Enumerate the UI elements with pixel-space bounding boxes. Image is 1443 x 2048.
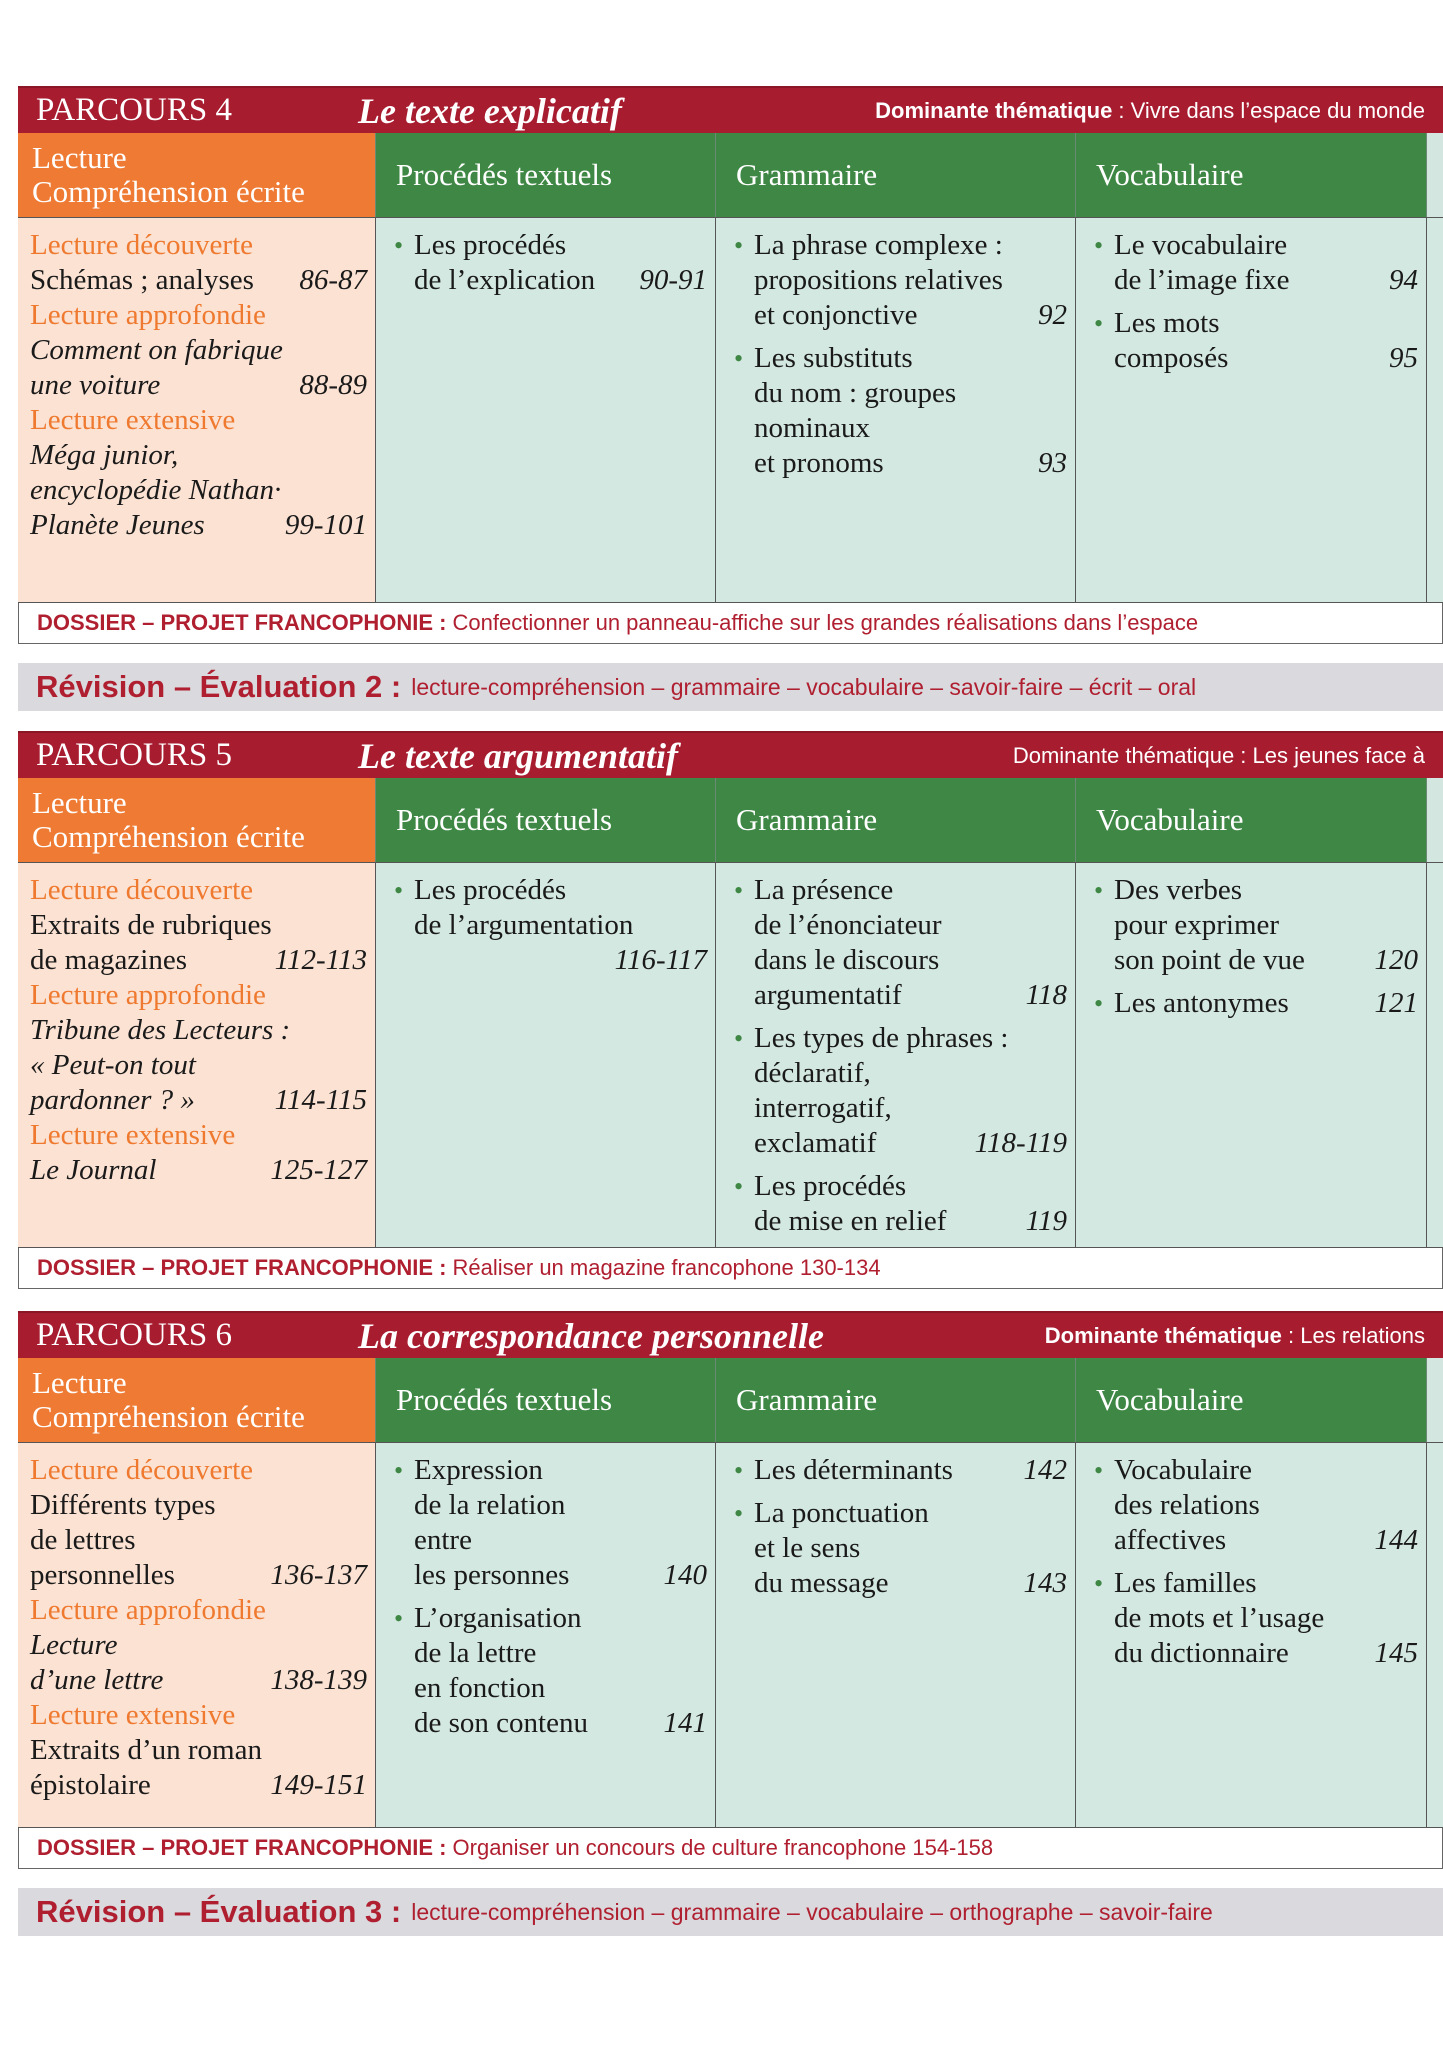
dossier-label: DOSSIER – PROJET FRANCOPHONIE : [37, 610, 447, 635]
reading-label: Lecture approfondie [30, 1594, 266, 1626]
theme-value: Les relations [1300, 1322, 1425, 1348]
page-number: 145 [1374, 1637, 1418, 1669]
item-line [414, 1523, 707, 1558]
page-number: 118-119 [974, 1127, 1067, 1159]
list-item [730, 1496, 1067, 1601]
item-line [754, 1056, 1067, 1091]
item-line [754, 1021, 1067, 1056]
list-item [730, 1021, 1067, 1161]
reading-label: Lecture approfondie [30, 979, 266, 1011]
reading-text: Lecture [30, 1629, 118, 1661]
item-line [754, 1453, 1067, 1488]
list-item [1090, 873, 1418, 978]
item-text: propositions relatives [754, 264, 1003, 296]
item-line [1114, 1636, 1418, 1671]
column-vocabulaire [1076, 218, 1427, 602]
dossier-label: DOSSIER – PROJET FRANCOPHONIE : [37, 1835, 447, 1860]
item-text: entre [414, 1524, 472, 1556]
column-header-edge [1427, 1358, 1443, 1442]
header-line: Lecture [32, 1365, 127, 1400]
item-text: • Les procédés [754, 1170, 907, 1202]
item-text: • Les types de phrases : [754, 1022, 1009, 1054]
column-headers [18, 1358, 1443, 1442]
item-line [414, 1558, 707, 1593]
item-text: et le sens [754, 1532, 861, 1564]
item-text: de l’explication [414, 264, 596, 296]
revision-title: Révision – Évaluation 2 : [36, 669, 402, 704]
column-vocabulaire [1076, 1443, 1427, 1827]
reading-text: Extraits de rubriques [30, 909, 272, 941]
reading-label: Lecture approfondie [30, 299, 266, 331]
parcours-section [18, 1311, 1443, 1869]
parcours-header [18, 1311, 1443, 1358]
page-number: 116-117 [614, 944, 707, 976]
column-header-lecture [18, 1358, 376, 1442]
item-line [414, 1706, 707, 1741]
reading-line [30, 1628, 367, 1663]
list-item [390, 1601, 707, 1741]
theme-label: Dominante thématique [875, 97, 1113, 123]
item-text: du nom : groupes [754, 377, 957, 409]
dossier-projet [18, 1248, 1443, 1289]
item-line [1114, 873, 1418, 908]
page-number: 92 [1038, 299, 1067, 331]
reading-line [30, 908, 367, 943]
theme-sep: : [1234, 742, 1253, 768]
item-line [754, 228, 1067, 263]
item-line [754, 263, 1067, 298]
page-number: 125-127 [270, 1154, 367, 1186]
item-text: • Expression [414, 1454, 543, 1486]
column-header-procedes: Procédés textuels [376, 1358, 716, 1442]
column-header-lecture [18, 133, 376, 217]
page-number: 112-113 [274, 944, 367, 976]
column-procedes [376, 863, 716, 1247]
item-line [754, 1126, 1067, 1161]
item-text: argumentatif [754, 979, 902, 1011]
item-text: et pronoms [754, 447, 884, 479]
item-line [754, 376, 1067, 411]
header-line: Compréhension écrite [32, 174, 305, 209]
item-line [1114, 1488, 1418, 1523]
item-text: et conjonctive [754, 299, 918, 331]
item-text: de l’image fixe [1114, 264, 1290, 296]
page-number: 93 [1038, 447, 1067, 479]
reading-line [30, 1663, 367, 1698]
theme-value: Les jeunes face à [1252, 742, 1425, 768]
item-text: les personnes [414, 1559, 570, 1591]
list-item [730, 228, 1067, 333]
item-text: du dictionnaire [1114, 1637, 1289, 1669]
reading-line [30, 1733, 367, 1768]
reading-text: pardonner ? » [30, 1084, 195, 1116]
page-number: 143 [1023, 1567, 1067, 1599]
item-line [414, 1636, 707, 1671]
column-header-procedes: Procédés textuels [376, 778, 716, 862]
item-text: des relations [1114, 1489, 1260, 1521]
column-header-lecture [18, 778, 376, 862]
header-line: Lecture [32, 140, 127, 175]
reading-label: Lecture découverte [30, 874, 253, 906]
header-line: Compréhension écrite [32, 819, 305, 854]
item-text: dans le discours [754, 944, 940, 976]
item-text: • La phrase complexe : [754, 229, 1003, 261]
reading-label: Lecture extensive [30, 1699, 236, 1731]
item-text: • Les déterminants [754, 1454, 953, 1486]
item-line [414, 1601, 707, 1636]
item-line [754, 1566, 1067, 1601]
item-text: • L’organisation [414, 1602, 582, 1634]
page-number: 88-89 [299, 369, 367, 401]
reading-line [30, 943, 367, 978]
dossier-text: Organiser un concours de culture francophone 154-158 [452, 1835, 994, 1860]
item-line [1114, 908, 1418, 943]
list-item [1090, 306, 1418, 376]
page-number: 138-139 [270, 1664, 367, 1696]
revision-evaluation-bar [18, 663, 1443, 711]
header-line: Lecture [32, 785, 127, 820]
item-line [754, 446, 1067, 481]
column-edge [1427, 863, 1443, 1247]
column-header-edge [1427, 778, 1443, 862]
column-edge [1427, 1443, 1443, 1827]
header-line: Compréhension écrite [32, 1399, 305, 1434]
item-text: pour exprimer [1114, 909, 1280, 941]
column-header-procedes: Procédés textuels [376, 133, 716, 217]
column-header-vocabulaire: Vocabulaire [1076, 133, 1427, 217]
item-text: • Les procédés [414, 229, 567, 261]
item-text: affectives [1114, 1524, 1227, 1556]
reading-text: Extraits d’un roman [30, 1734, 262, 1766]
list-item [1090, 1453, 1418, 1558]
item-text: son point de vue [1114, 944, 1305, 976]
reading-line [30, 508, 367, 543]
item-text: du message [754, 1567, 889, 1599]
item-line [754, 298, 1067, 333]
parcours-title: Le texte argumentatif [358, 735, 678, 776]
revision-items: lecture-compréhension – grammaire – vocabulaire – savoir-faire – écrit – oral [411, 673, 1197, 700]
parcours-title: La correspondance personnelle [358, 1315, 824, 1356]
column-lecture [18, 1443, 376, 1827]
theme-value: Vivre dans l’espace du monde [1130, 97, 1425, 123]
page-number: 136-137 [270, 1559, 367, 1591]
parcours-body [18, 217, 1443, 603]
list-item [390, 1453, 707, 1593]
list-item [1090, 986, 1418, 1021]
item-text: déclaratif, [754, 1057, 871, 1089]
item-text: • Les mots [1114, 307, 1220, 339]
item-line [1114, 263, 1418, 298]
reading-line [30, 1768, 367, 1803]
item-text: de la lettre [414, 1637, 537, 1669]
reading-line [30, 438, 367, 473]
reading-line [30, 1083, 367, 1118]
parcours-header [18, 731, 1443, 778]
reading-text: Comment on fabrique [30, 334, 283, 366]
page-number: 149-151 [270, 1769, 367, 1801]
list-item [730, 1169, 1067, 1239]
item-text: de mots et l’usage [1114, 1602, 1325, 1634]
page-number: 99-101 [284, 509, 367, 541]
theme-sep: : [1281, 1322, 1301, 1348]
reading-label: Lecture extensive [30, 1119, 236, 1151]
reading-line [30, 1488, 367, 1523]
page-number: 140 [663, 1559, 707, 1591]
list-item [730, 873, 1067, 1013]
parcours-header [18, 86, 1443, 133]
column-grammaire [716, 863, 1076, 1247]
item-line [1114, 1566, 1418, 1601]
column-lecture [18, 218, 376, 602]
item-text: • Les procédés [414, 874, 567, 906]
item-line [754, 1531, 1067, 1566]
revision-title: Révision – Évaluation 3 : [36, 1894, 402, 1929]
page-number: 90-91 [639, 264, 707, 296]
reading-text: Schémas ; analyses [30, 264, 254, 296]
theme-label: Dominante thématique [1012, 742, 1235, 768]
revision-items: lecture-compréhension – grammaire – vocabulaire – orthographe – savoir-faire [411, 1898, 1213, 1925]
dossier-projet [18, 603, 1443, 644]
item-line [754, 1496, 1067, 1531]
item-text: • La présence [754, 874, 894, 906]
item-line [414, 1488, 707, 1523]
item-line [1114, 1601, 1418, 1636]
column-header-vocabulaire: Vocabulaire [1076, 1358, 1427, 1442]
item-line [754, 908, 1067, 943]
page-number: 120 [1374, 944, 1418, 976]
column-header-grammaire: Grammaire [716, 778, 1076, 862]
item-text: • Les familles [1114, 1567, 1257, 1599]
item-line [414, 873, 707, 908]
theme-label: Dominante thématique [1044, 1322, 1282, 1348]
page-number: 94 [1389, 264, 1418, 296]
reading-text: Le Journal [30, 1154, 157, 1186]
reading-text: de magazines [30, 944, 188, 976]
reading-text: Méga junior, [30, 439, 179, 471]
item-line [754, 1204, 1067, 1239]
list-item [730, 341, 1067, 481]
item-text: • La ponctuation [754, 1497, 929, 1529]
parcours-number: PARCOURS 5 [36, 737, 232, 773]
column-vocabulaire [1076, 863, 1427, 1247]
column-header-grammaire: Grammaire [716, 1358, 1076, 1442]
item-line [414, 1671, 707, 1706]
parcours-number: PARCOURS 4 [36, 92, 232, 128]
list-item [730, 1453, 1067, 1488]
item-text: • Des verbes [1114, 874, 1243, 906]
item-line [754, 1169, 1067, 1204]
item-line [1114, 943, 1418, 978]
list-item [390, 873, 707, 978]
item-line [754, 978, 1067, 1013]
dossier-text: Confectionner un panneau-affiche sur les grandes réalisations dans l’espace [452, 610, 1199, 635]
column-header-grammaire: Grammaire [716, 133, 1076, 217]
item-text: • Vocabulaire [1114, 1454, 1252, 1486]
reading-text: Tribune des Lecteurs : [30, 1014, 291, 1046]
reading-text: une voiture [30, 369, 161, 401]
column-grammaire [716, 1443, 1076, 1827]
item-text: de mise en relief [754, 1205, 947, 1237]
item-line [414, 263, 707, 298]
reading-text: épistolaire [30, 1769, 151, 1801]
dominante-thematique [1045, 1323, 1443, 1349]
parcours-section [18, 86, 1443, 644]
page-number: 114-115 [274, 1084, 367, 1116]
reading-line [30, 1523, 367, 1558]
reading-text: Planète Jeunes [30, 509, 205, 541]
dossier-label: DOSSIER – PROJET FRANCOPHONIE : [37, 1255, 447, 1280]
reading-label: Lecture découverte [30, 1454, 253, 1486]
reading-line [30, 1013, 367, 1048]
reading-text: « Peut-on tout [30, 1049, 196, 1081]
column-header-vocabulaire: Vocabulaire [1076, 778, 1427, 862]
item-text: • Les substituts [754, 342, 913, 374]
reading-label: Lecture découverte [30, 229, 253, 261]
column-headers [18, 778, 1443, 862]
revision-evaluation-bar [18, 1888, 1443, 1936]
item-line [414, 908, 707, 943]
reading-line [30, 263, 367, 298]
lecture-header-text [32, 141, 305, 209]
page-number: 118 [1025, 979, 1067, 1011]
reading-text: personnelles [30, 1559, 175, 1591]
reading-text: Différents types [30, 1489, 216, 1521]
item-text: interrogatif, [754, 1092, 892, 1124]
item-text: • Les antonymes [1114, 987, 1289, 1019]
reading-text: de lettres [30, 1524, 136, 1556]
item-text: nominaux [754, 412, 870, 444]
column-procedes [376, 218, 716, 602]
list-item [1090, 228, 1418, 298]
item-text: de la relation [414, 1489, 566, 1521]
item-text: en fonction [414, 1672, 546, 1704]
item-line [754, 943, 1067, 978]
item-text: de l’argumentation [414, 909, 634, 941]
dominante-thematique [1013, 743, 1443, 769]
reading-line [30, 368, 367, 403]
page-number: 142 [1023, 1454, 1067, 1486]
parcours-body [18, 1442, 1443, 1828]
theme-sep: : [1112, 97, 1131, 123]
parcours-title: Le texte explicatif [358, 90, 622, 131]
item-text: de l’énonciateur [754, 909, 942, 941]
item-line [414, 943, 707, 978]
item-line [754, 341, 1067, 376]
parcours-section [18, 731, 1443, 1289]
column-headers [18, 133, 1443, 217]
item-line [754, 873, 1067, 908]
list-item [1090, 1566, 1418, 1671]
item-line [414, 1453, 707, 1488]
parcours-number: PARCOURS 6 [36, 1317, 232, 1353]
column-lecture [18, 863, 376, 1247]
reading-line [30, 473, 367, 508]
item-line [1114, 306, 1418, 341]
page-number: 119 [1025, 1205, 1067, 1237]
column-procedes [376, 1443, 716, 1827]
column-grammaire [716, 218, 1076, 602]
page-number: 141 [663, 1707, 707, 1739]
item-line [1114, 228, 1418, 263]
page-number: 144 [1374, 1524, 1418, 1556]
page-number: 95 [1389, 342, 1418, 374]
dossier-projet [18, 1828, 1443, 1869]
reading-line [30, 1558, 367, 1593]
item-line [1114, 1523, 1418, 1558]
page-number: 86-87 [299, 264, 367, 296]
item-line [1114, 341, 1418, 376]
item-text: composés [1114, 342, 1229, 374]
item-line [414, 228, 707, 263]
item-text: • Le vocabulaire [1114, 229, 1288, 261]
reading-line [30, 1153, 367, 1188]
column-edge [1427, 218, 1443, 602]
column-header-edge [1427, 133, 1443, 217]
reading-text: d’une lettre [30, 1664, 164, 1696]
dossier-text: Réaliser un magazine francophone 130-134 [452, 1255, 881, 1280]
page-number: 121 [1374, 987, 1418, 1019]
item-line [754, 1091, 1067, 1126]
lecture-header-text [32, 786, 305, 854]
list-item [390, 228, 707, 298]
lecture-header-text [32, 1366, 305, 1434]
item-line [1114, 1453, 1418, 1488]
item-line [754, 411, 1067, 446]
reading-line [30, 1048, 367, 1083]
item-line [1114, 986, 1418, 1021]
reading-label: Lecture extensive [30, 404, 236, 436]
parcours-body [18, 862, 1443, 1248]
item-text: exclamatif [754, 1127, 877, 1159]
reading-text: encyclopédie Nathan· [30, 474, 282, 506]
reading-line [30, 333, 367, 368]
dominante-thematique [875, 98, 1443, 124]
item-text: de son contenu [414, 1707, 588, 1739]
